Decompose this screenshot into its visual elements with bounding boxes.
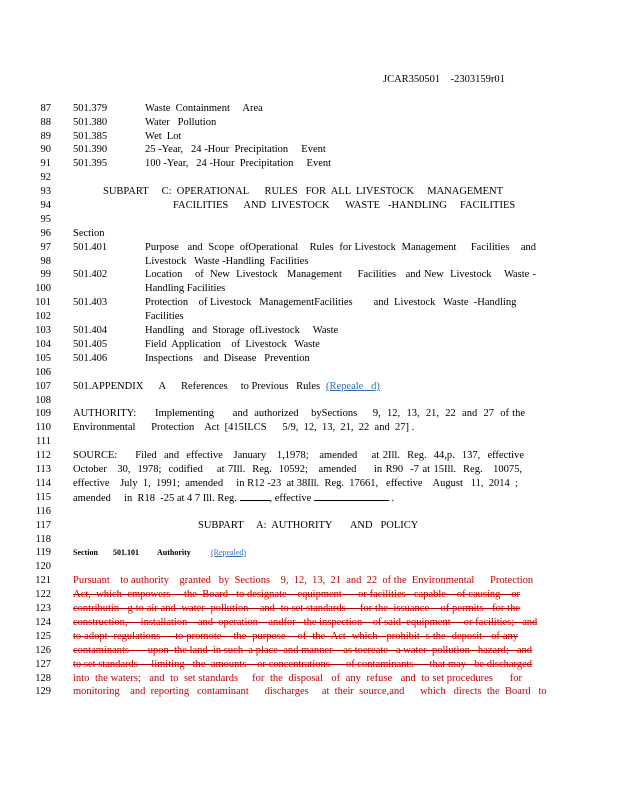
section-title: Water Pollution — [145, 117, 217, 128]
source-text: October 30, 1978; codified at 7Ill. Reg. 10592; amended in R90 -7 at 15Ill. Reg. 10075, — [73, 464, 522, 475]
subpart-c-heading: SUBPART C: OPERATIONAL RULES FOR ALL LIVESTOCK MANAGEMENT — [103, 186, 504, 197]
toc-line — [0, 102, 618, 115]
line-number: 108 — [35, 395, 51, 406]
section-title-cont: Facilities — [145, 311, 184, 322]
line-number: 102 — [35, 311, 51, 322]
source-text: SOURCE: Filed and effective January 1,1978; amended at 2Ill. Reg. 44,p. 137, effective — [73, 450, 524, 461]
source-period: . — [391, 493, 395, 504]
section-number: 501.403 — [73, 297, 108, 308]
line-number: 88 — [40, 117, 51, 128]
source-text-last — [73, 491, 394, 505]
body-text-line: into the waters; and to set standards for the disposal of any refuse and to set procedures for — [73, 673, 522, 684]
line-number: 129 — [35, 686, 51, 697]
body-text-line-struck: to adopt regulations to promote the purpose of the Act which prohibit s the deposit of any — [73, 631, 518, 642]
appendix-label: 501.APPENDIX A — [73, 381, 167, 392]
section-label-small: Section — [73, 548, 98, 557]
toc-line — [0, 143, 618, 156]
section-number: 501.404 — [73, 325, 108, 336]
line-number: 87 — [40, 103, 51, 114]
line-number: 119 — [35, 547, 51, 558]
line-number: 126 — [35, 645, 51, 656]
line-number: 110 — [35, 422, 51, 433]
toc-line — [0, 157, 618, 170]
line-number: 101 — [35, 297, 51, 308]
source-effective: , effective — [269, 493, 312, 504]
line-number: 106 — [35, 367, 51, 378]
line-number: 107 — [35, 381, 51, 392]
body-text-line-struck: Act, which empowers the Board to designate equipment or facilities capable of causing or — [73, 589, 520, 600]
line-number: 96 — [40, 228, 51, 239]
section-number: 501.402 — [73, 269, 108, 280]
authority-text-cont: Environmental Protection Act [415ILCS 5/9, 12, 13, 21, 22 and 27] . — [73, 422, 415, 433]
line-number: 122 — [35, 589, 51, 600]
section-title: 25 -Year, 24 -Hour Precipitation Event — [145, 144, 326, 155]
line-number: 128 — [35, 673, 51, 684]
authority-text: AUTHORITY: Implementing and authorized bySections 9, 12, 13, 21, 22 and 27 of the — [73, 408, 525, 419]
body-text-line-struck: contaminants upon the land in such a place and manner as toereate a water pollution hazard; and — [73, 645, 532, 656]
line-number: 100 — [35, 283, 51, 294]
source-text: effective July 1, 1991; amended in R12 -23 at 38Ill. Reg. 17661, effective August 11, 2014 ; — [73, 478, 518, 489]
line-number: 114 — [35, 478, 51, 489]
line-number: 124 — [35, 617, 51, 628]
appendix-repealed-link[interactable]: (Repeale d) — [326, 381, 380, 392]
section-number: 501.395 — [73, 158, 108, 169]
blank-date-field — [314, 491, 389, 501]
line-number: 116 — [35, 506, 51, 517]
section-title: 100 -Year, 24 -Hour Precipitation Event — [145, 158, 332, 169]
line-number: 89 — [40, 131, 51, 142]
section-number: 501.406 — [73, 353, 108, 364]
toc-line — [0, 130, 618, 143]
section-title: Handling and Storage ofLivestock Waste — [145, 325, 339, 336]
line-number: 95 — [40, 214, 51, 225]
section-title-cont: Handling Facilities — [145, 283, 226, 294]
section-title: Waste Containment Area — [145, 103, 263, 114]
line-number: 104 — [35, 339, 51, 350]
line-number: 115 — [35, 492, 51, 503]
line-number: 94 — [40, 200, 51, 211]
line-number: 93 — [40, 186, 51, 197]
section-number: 501.405 — [73, 339, 108, 350]
section-title: Field Application of Livestock Waste — [145, 339, 320, 350]
appendix-title: References to Previous Rules — [181, 381, 321, 392]
section-number: 501.390 — [73, 144, 108, 155]
section-repealed-link[interactable]: (Repealed) — [211, 548, 247, 557]
line-number: 121 — [35, 575, 51, 586]
line-number: 92 — [40, 172, 51, 183]
section-number: 501.401 — [73, 242, 108, 253]
section-title: Inspections and Disease Prevention — [145, 353, 310, 364]
section-number: 501.380 — [73, 117, 108, 128]
line-number: 112 — [35, 450, 51, 461]
line-number: 105 — [35, 353, 51, 364]
section-title: Location of New Livestock Management Facilities and New Livestock Waste - — [145, 269, 536, 280]
body-text-line-struck: contributin g to air and water pollution and to set standards for the issuance of permits for the — [73, 603, 520, 614]
line-number: 125 — [35, 631, 51, 642]
subpart-a-heading: SUBPART A: AUTHORITY AND POLICY — [198, 520, 419, 531]
section-title-small: Authority — [157, 548, 191, 557]
line-number: 117 — [35, 520, 51, 531]
line-number: 120 — [35, 561, 51, 572]
section-number: 501.385 — [73, 131, 108, 142]
body-text-line: monitoring and reporting contaminant discharges at their source,and which directs the Board to — [73, 686, 547, 697]
line-number: 103 — [35, 325, 51, 336]
line-number: 98 — [40, 256, 51, 267]
section-number-small: 501.101 — [113, 548, 139, 557]
source-amended: amended in R18 -25 at 4 7 Ill. Reg. — [73, 493, 237, 504]
document-header: JCAR350501 -2303159r01 — [383, 74, 505, 85]
section-title: Protection of Livestock ManagementFacilities and Livestock Waste -Handling — [145, 297, 517, 308]
line-number: 90 — [40, 144, 51, 155]
line-number: 99 — [40, 269, 51, 280]
line-number: 97 — [40, 242, 51, 253]
line-number: 123 — [35, 603, 51, 614]
body-text-line: Pursuant to authority granted by Sections 9, 12, 13, 21 and 22 of the Environmental Protection — [73, 575, 534, 586]
line-number: 118 — [35, 534, 51, 545]
toc-line — [0, 116, 618, 129]
section-title: Wet Lot — [145, 131, 182, 142]
section-number: 501.379 — [73, 103, 108, 114]
line-number: 113 — [35, 464, 51, 475]
section-label: Section — [73, 228, 105, 239]
line-number: 91 — [40, 158, 51, 169]
body-text-line-struck: to set standards limiting the amounts or concentrations of contaminants that may be discharged — [73, 659, 532, 670]
line-number: 109 — [35, 408, 51, 419]
line-number: 111 — [36, 436, 51, 447]
subpart-c-heading-cont: FACILITIES AND LIVESTOCK WASTE -HANDLING FACILITIES — [173, 200, 516, 211]
section-title-cont: Livestock Waste -Handling Facilities — [145, 256, 309, 267]
section-title: Purpose and Scope ofOperational Rules for Livestock Management Facilities and — [145, 242, 536, 253]
line-number: 127 — [35, 659, 51, 670]
body-text-line-struck: construction, installation and operation andfor the inspection of said equipment or facilities; and — [73, 617, 538, 628]
blank-page-field — [240, 491, 270, 501]
